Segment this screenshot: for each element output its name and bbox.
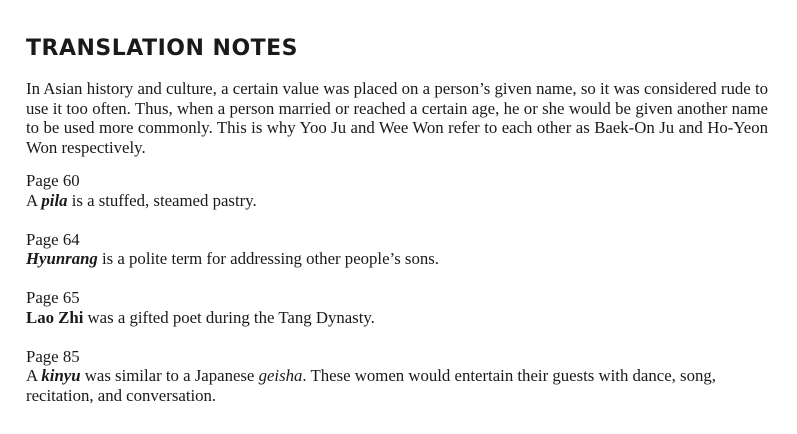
page-reference: Page 64 — [26, 229, 80, 249]
note-prefix: A — [26, 190, 42, 210]
note-term: Hyunrang — [26, 249, 98, 268]
note-text: is a stuffed, steamed pastry. — [67, 190, 257, 210]
page-reference: Page 60 — [26, 171, 80, 190]
note-page-85 — [26, 347, 768, 406]
note-entry — [26, 366, 768, 405]
note-entry — [26, 191, 768, 211]
page-reference: Page 85 — [26, 346, 80, 366]
note-prefix: A — [26, 366, 42, 385]
note-text-middle: was similar to a Japanese — [80, 366, 259, 385]
note-text: . These women would entertain their guests with dance, song, recitation, and conversation. — [26, 366, 716, 405]
note-entry — [26, 308, 768, 328]
page-title: TRANSLATION NOTES — [26, 36, 299, 61]
note-text: is a polite term for addressing other people’s sons. — [97, 249, 439, 268]
page-reference: Page 65 — [26, 288, 80, 307]
note-page-65 — [26, 288, 768, 327]
note-term: kinyu — [41, 366, 81, 385]
note-term: Lao Zhi — [26, 307, 84, 327]
note-page-64 — [26, 230, 768, 269]
note-entry — [26, 249, 768, 269]
note-text: was a gifted poet during the Tang Dynasty. — [83, 307, 375, 327]
note-page-60 — [26, 171, 768, 210]
note-term: pila — [41, 190, 68, 210]
document-page — [26, 36, 768, 425]
intro-paragraph: In Asian history and culture, a certain value was placed on a person’s given name, so it was considered rude to use it too often. Thus, when a person married or reached a certain age, he or she would be given another name to be used more commonly. This is why Yoo Ju and Wee Won refer to each other as Baek-On Ju and Ho-Yeon Won respectively. — [26, 79, 768, 157]
note-term-secondary: geisha — [258, 366, 303, 385]
